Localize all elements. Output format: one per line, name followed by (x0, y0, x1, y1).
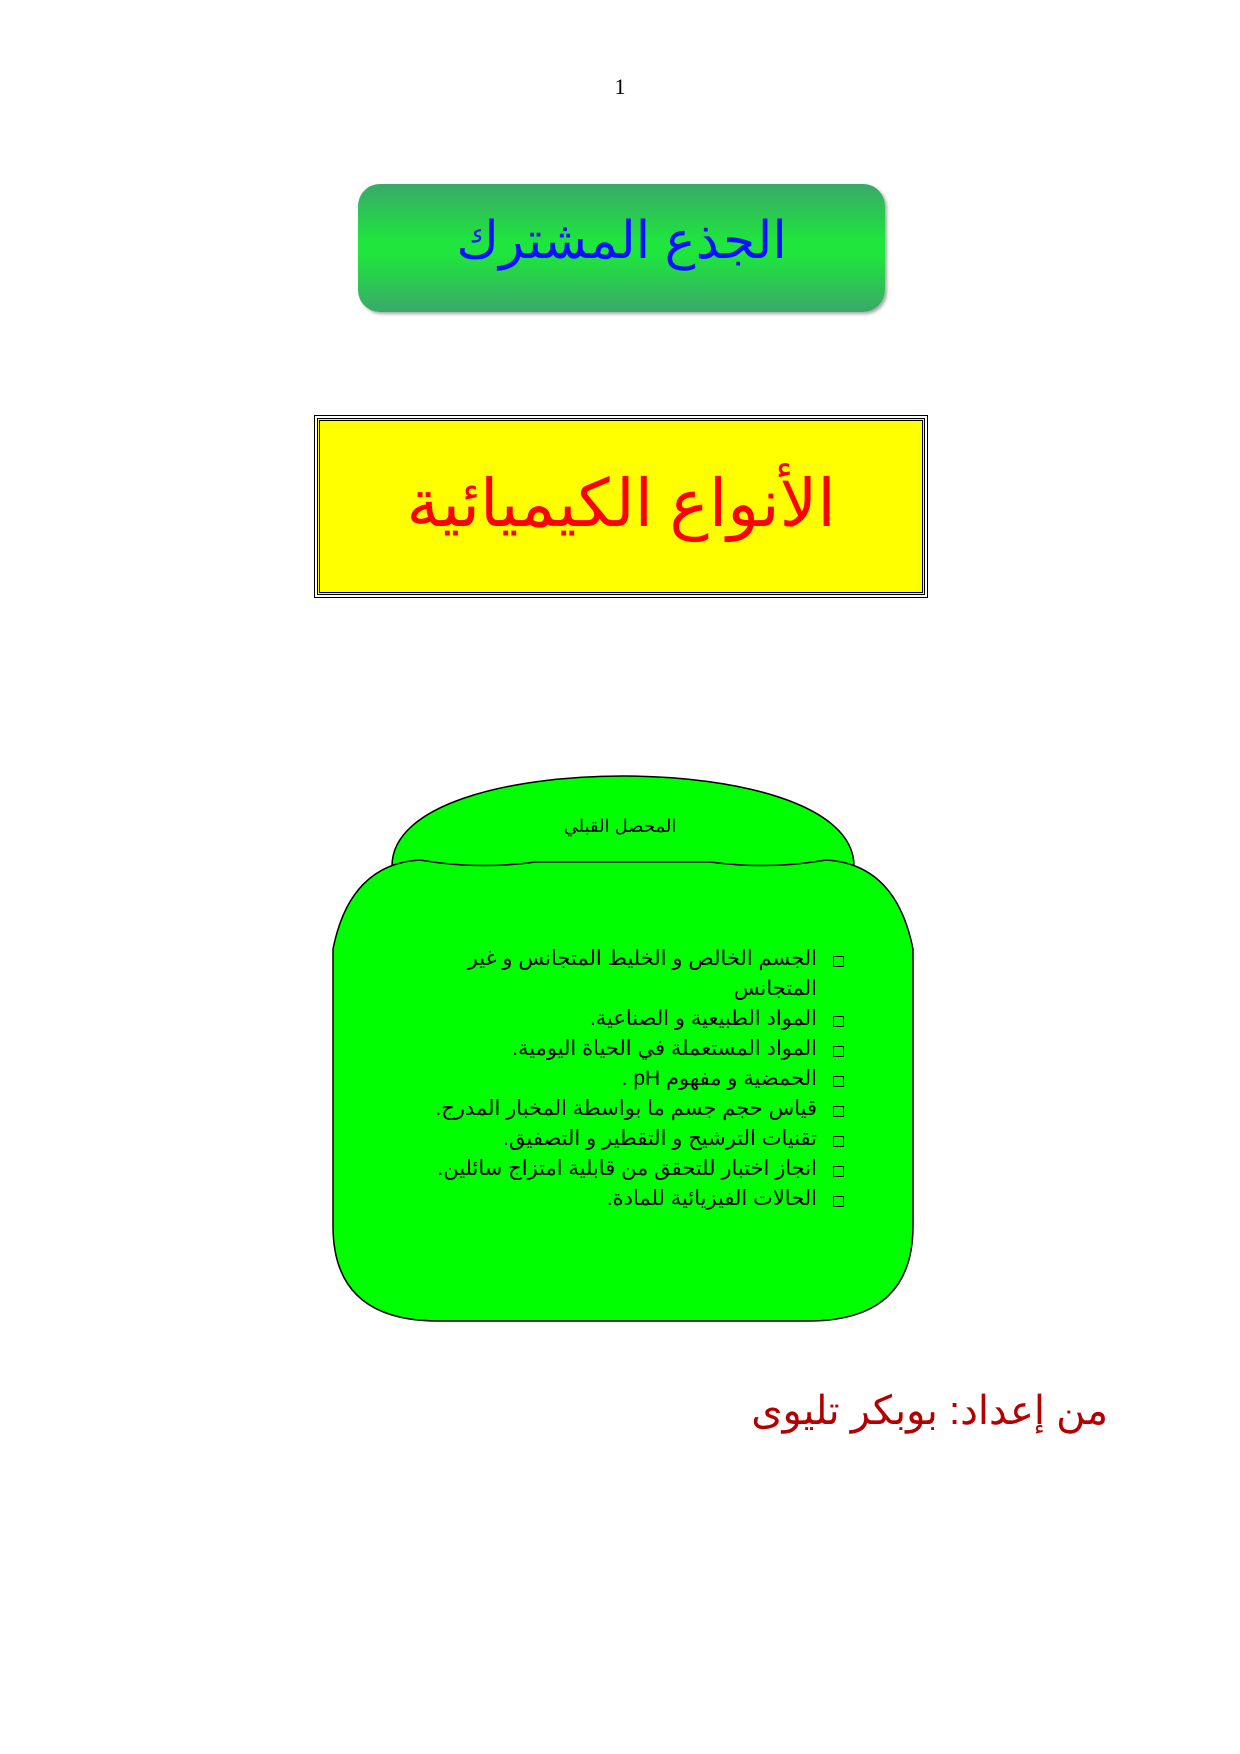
square-bullet-icon (833, 1016, 844, 1027)
list-item-text: الجسم الخالص و الخليط المتجانس و غير المتجانس (467, 947, 817, 1000)
list-item-text: انجاز اختبار للتحقق من قابلية امتزاج سائلين. (437, 1157, 817, 1180)
list-item-text: المواد المستعملة في الحياة اليومية. (512, 1037, 817, 1060)
square-bullet-icon (833, 1076, 844, 1087)
square-bullet-icon (833, 1106, 844, 1117)
list-item (380, 1034, 846, 1064)
level-banner (358, 184, 885, 312)
list-item-text: تقنيات الترشيح و التقطير و التصفيق. (503, 1127, 817, 1150)
topic-title: الأنواع الكيميائية (406, 467, 836, 541)
prerequisites-header: المحصل القبلي (563, 816, 677, 836)
topic-box (317, 418, 925, 595)
list-item-text: قياس حجم جسم ما بواسطة المخبار المدرج. (435, 1097, 817, 1120)
level-title: الجذع المشترك (456, 212, 787, 270)
author-credit: من إعداد: بوبكر تليوى (751, 1389, 1108, 1433)
prerequisites-list (380, 944, 846, 1214)
square-bullet-icon (833, 956, 844, 967)
list-item-text: الحمضية و مفهوم pH . (621, 1067, 817, 1090)
list-item (380, 1154, 846, 1184)
list-item-text: الحالات الفيزيائية للمادة. (606, 1187, 817, 1210)
list-item (380, 1124, 846, 1154)
list-item (380, 1094, 846, 1124)
list-item (380, 1064, 846, 1094)
square-bullet-icon (833, 1196, 844, 1207)
list-item (380, 1004, 846, 1034)
list-item (380, 1184, 846, 1214)
list-item (380, 944, 846, 1004)
list-item-text: المواد الطبيعية و الصناعية. (589, 1007, 817, 1030)
square-bullet-icon (833, 1136, 844, 1147)
page-number: 1 (614, 74, 626, 99)
square-bullet-icon (833, 1166, 844, 1177)
square-bullet-icon (833, 1046, 844, 1057)
